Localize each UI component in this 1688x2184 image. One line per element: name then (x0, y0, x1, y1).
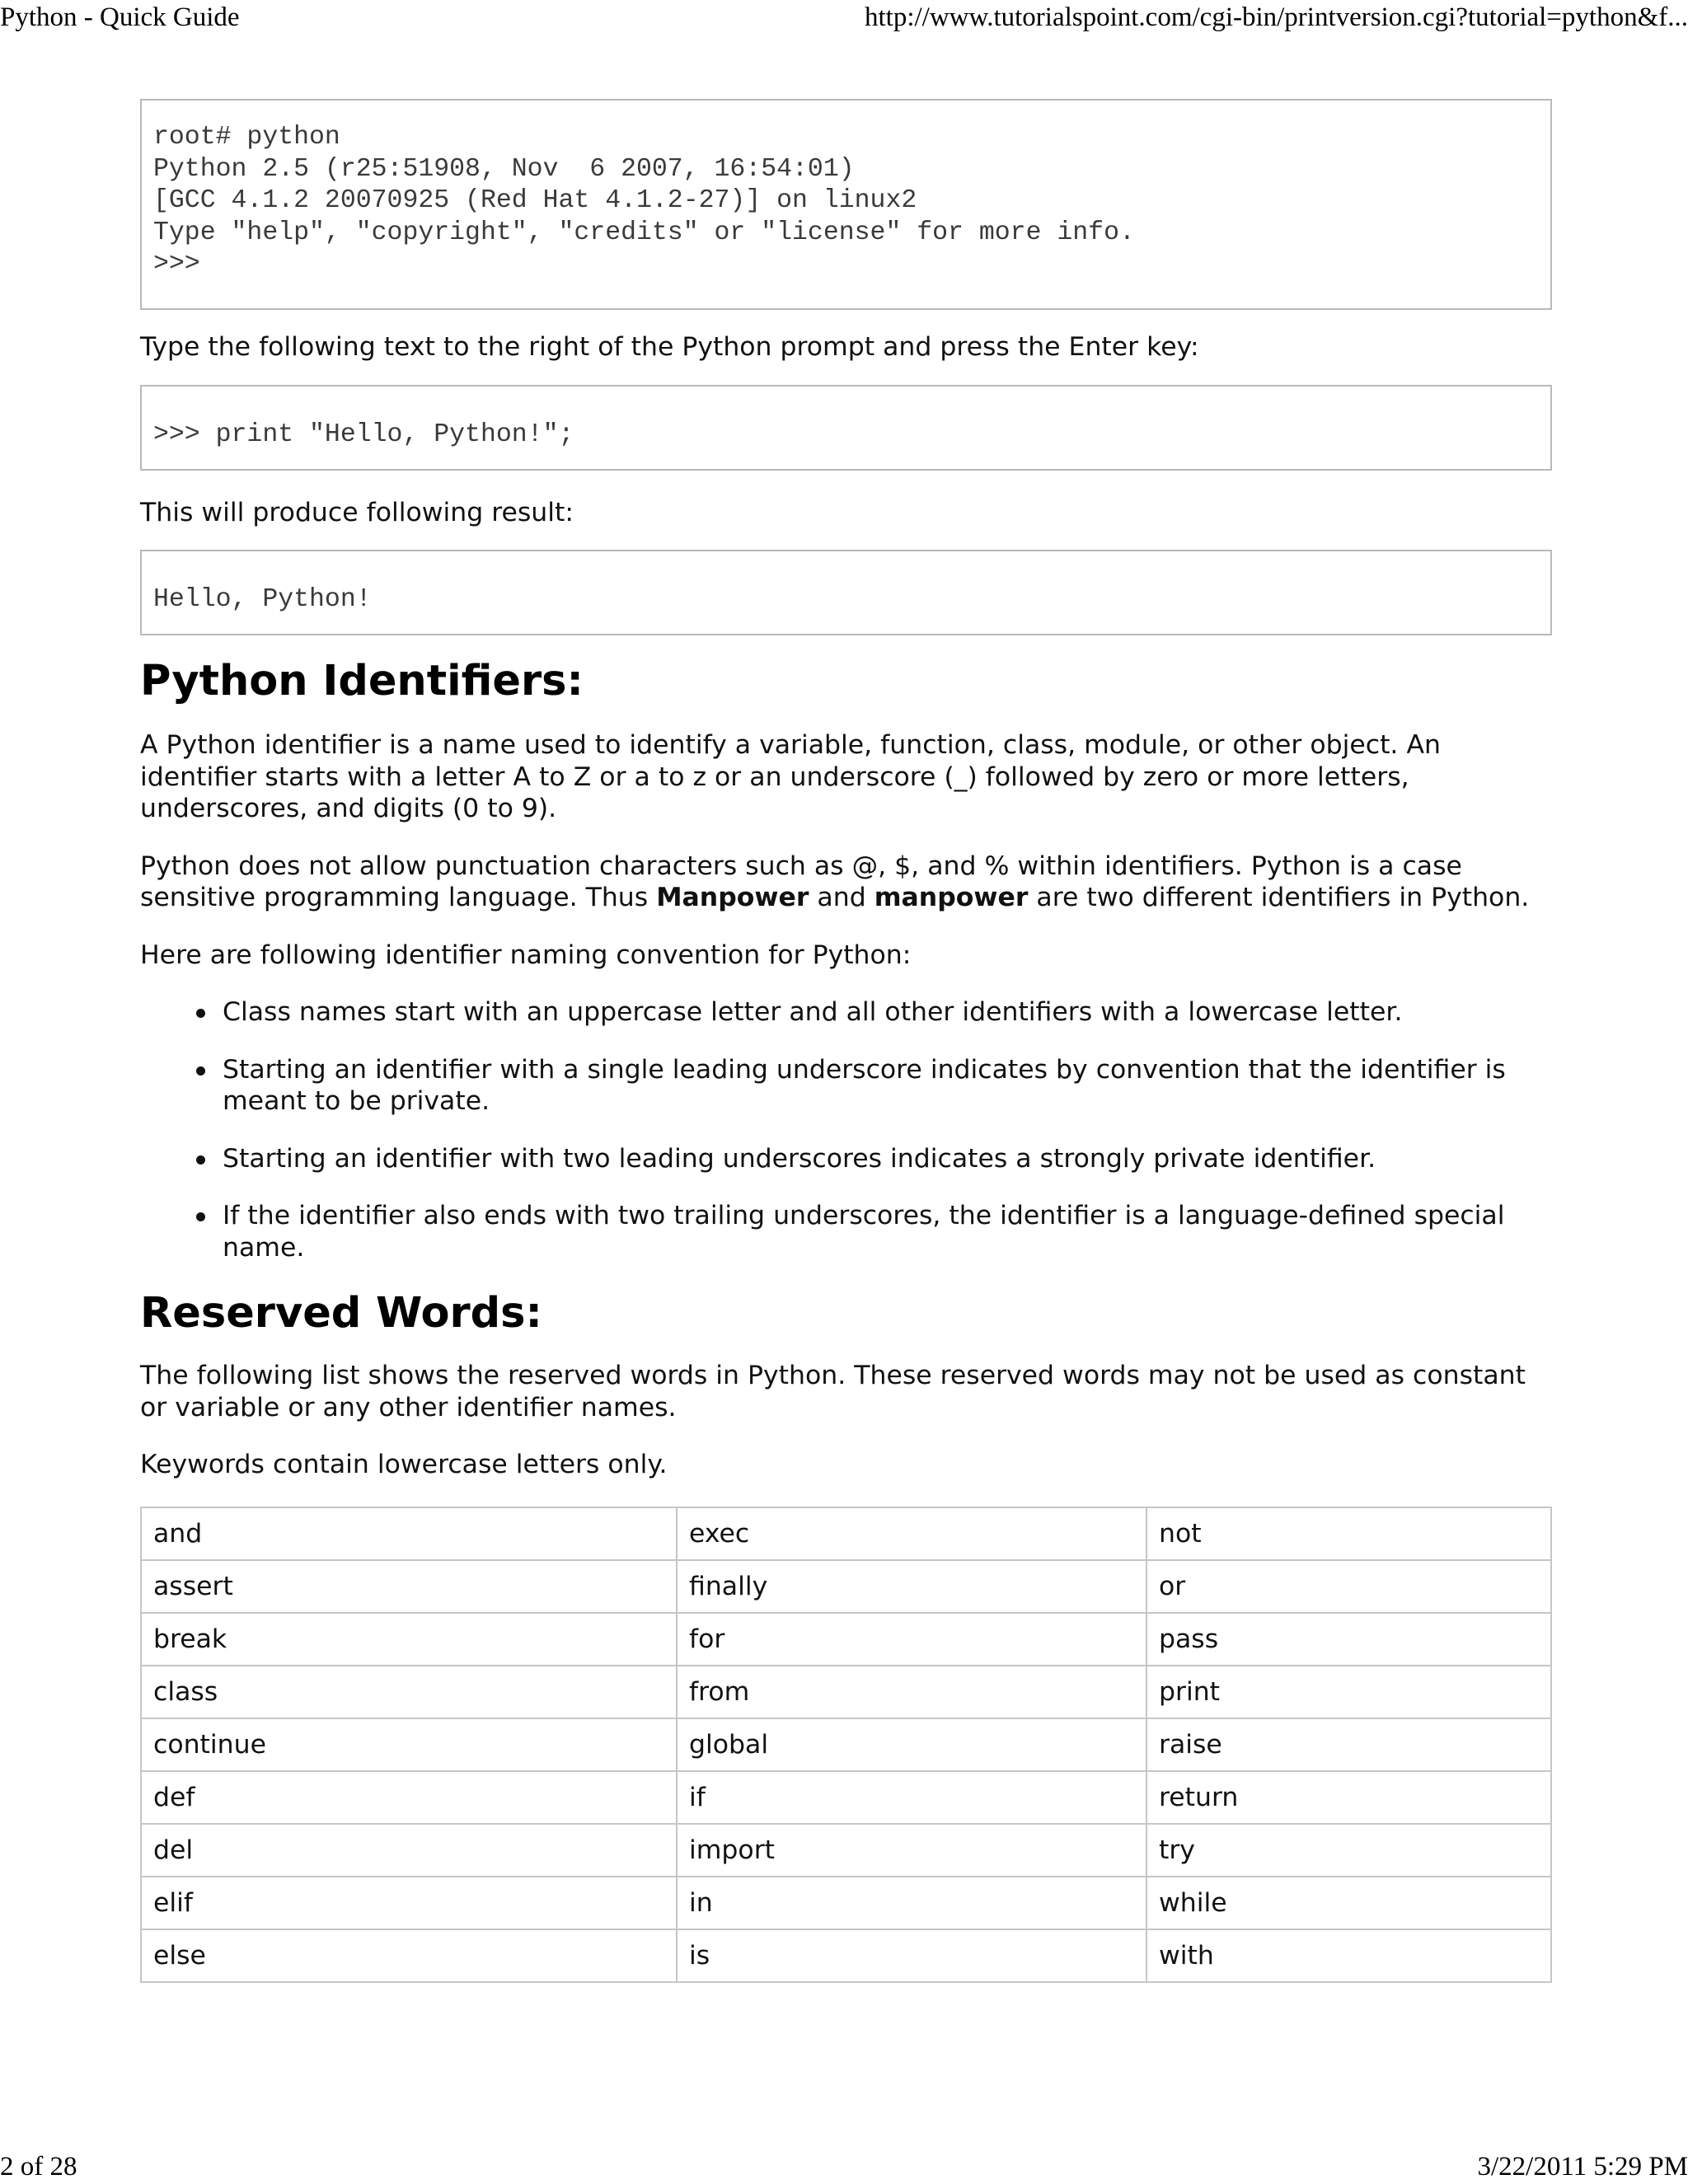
paragraph-reserved-intro: The following list shows the reserved words in Python. These reserved words may not be used as constant or variable or any other identifier names. (140, 1361, 1526, 1422)
table-cell: not (1146, 1507, 1551, 1560)
code-line: Type "help", "copyright", "credits" or "license" for more info. (153, 218, 1135, 247)
table-cell: break (141, 1613, 677, 1666)
table-row (141, 1929, 1551, 1982)
table-cell: finally (677, 1560, 1146, 1613)
list-item: Class names start with an uppercase letter and all other identifiers with a lowercase letter. (223, 996, 1552, 1029)
table-cell: and (141, 1507, 677, 1560)
table-cell: del (141, 1824, 677, 1877)
table-cell: class (141, 1666, 677, 1718)
list-item: If the identifier also ends with two trailing underscores, the identifier is a language-defined special name. (223, 1200, 1552, 1263)
table-cell: try (1146, 1824, 1551, 1877)
code-block-output (140, 550, 1552, 635)
bold-term-manpower-lower: manpower (874, 883, 1029, 912)
code-line: >>> (153, 250, 200, 279)
table-cell: def (141, 1771, 677, 1824)
table-row (141, 1824, 1551, 1877)
code-block-print (140, 385, 1552, 471)
footer-datetime: 3/22/2011 5:29 PM (1477, 2152, 1688, 2182)
table-cell: if (677, 1771, 1146, 1824)
code-line: Python 2.5 (r25:51908, Nov 6 2007, 16:54:01) (153, 154, 855, 184)
table-cell: import (677, 1824, 1146, 1877)
header-title: Python - Quick Guide (0, 2, 240, 32)
table-row (141, 1718, 1551, 1771)
header-url: http://www.tutorialspoint.com/cgi-bin/printversion.cgi?tutorial=python&f... (865, 2, 1688, 32)
text-run: are two different identifiers in Python. (1028, 883, 1530, 912)
code-text (153, 122, 1539, 281)
paragraph-result: This will produce following result: (140, 497, 574, 527)
code-text: >>> print "Hello, Python!"; (153, 419, 574, 449)
text-run: Python does not allow punctuation characters such as @, $, and % within identifiers. Python is a case sensitive programming language. Thus (140, 851, 1462, 912)
table-cell: continue (141, 1718, 677, 1771)
code-line: [GCC 4.1.2 20070925 (Red Hat 4.1.2-27)] on linux2 (153, 186, 917, 215)
paragraph-naming-convention: Here are following identifier naming convention for Python: (140, 940, 912, 970)
table-cell: or (1146, 1560, 1551, 1613)
bold-term-manpower: Manpower (656, 883, 809, 912)
table-row (141, 1560, 1551, 1613)
code-block-interpreter (140, 99, 1552, 310)
table-row (141, 1613, 1551, 1666)
paragraph-identifier-definition: A Python identifier is a name used to identify a variable, function, class, module, or other object. An identifier starts with a letter A to Z or a to z or an underscore (_) followed by zero or more letters, underscores, and digits (0 to 9). (140, 730, 1441, 823)
table-row (141, 1507, 1551, 1560)
footer-page-number: 2 of 28 (0, 2152, 77, 2182)
table-row (141, 1877, 1551, 1929)
table-cell: while (1146, 1877, 1551, 1929)
heading-reserved-words: Reserved Words: (140, 1289, 542, 1338)
table-cell: else (141, 1929, 677, 1982)
table-row (141, 1666, 1551, 1718)
paragraph-keywords-lowercase: Keywords contain lowercase letters only. (140, 1450, 668, 1479)
code-text: Hello, Python! (153, 585, 372, 614)
table-cell: in (677, 1877, 1146, 1929)
table-cell: from (677, 1666, 1146, 1718)
table-cell: elif (141, 1877, 677, 1929)
reserved-words-table-body (141, 1507, 1551, 1982)
list-item: Starting an identifier with two leading underscores indicates a strongly private identifier. (223, 1143, 1552, 1175)
code-line: root# python (153, 123, 340, 152)
page-content (140, 99, 1552, 1983)
table-cell: with (1146, 1929, 1551, 1982)
naming-convention-list (140, 996, 1552, 1263)
table-cell: assert (141, 1560, 677, 1613)
table-cell: exec (677, 1507, 1146, 1560)
table-cell: pass (1146, 1613, 1551, 1666)
list-item: Starting an identifier with a single leading underscore indicates by convention that the identifier is meant to be private. (223, 1054, 1552, 1118)
table-cell: is (677, 1929, 1146, 1982)
reserved-words-table (140, 1507, 1552, 1983)
table-cell: raise (1146, 1718, 1551, 1771)
table-row (141, 1771, 1551, 1824)
paragraph-identifier-rules (140, 851, 1552, 914)
table-cell: return (1146, 1771, 1551, 1824)
table-cell: for (677, 1613, 1146, 1666)
paragraph-type-instruction: Type the following text to the right of the Python prompt and press the Enter key: (140, 332, 1199, 362)
table-cell: print (1146, 1666, 1551, 1718)
text-run: and (809, 883, 874, 912)
heading-python-identifiers: Python Identifiers: (140, 657, 584, 705)
table-cell: global (677, 1718, 1146, 1771)
